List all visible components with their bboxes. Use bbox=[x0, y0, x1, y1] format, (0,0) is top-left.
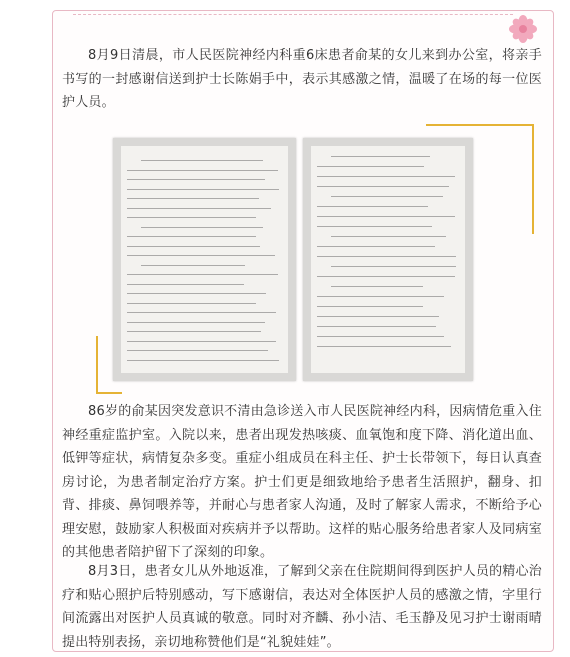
gold-accent-top bbox=[426, 124, 534, 126]
handwritten-letter-page-1-icon bbox=[121, 146, 288, 373]
handwriting-stroke bbox=[331, 266, 456, 267]
closing-paragraph bbox=[62, 560, 542, 654]
handwriting-stroke bbox=[127, 331, 261, 332]
handwriting-stroke bbox=[317, 206, 428, 207]
gold-accent-bottom bbox=[96, 392, 122, 394]
top-dashed-border bbox=[73, 14, 513, 15]
handwriting-stroke bbox=[317, 306, 423, 307]
handwriting-stroke bbox=[127, 322, 265, 323]
intro-paragraph bbox=[62, 44, 542, 115]
handwriting-stroke bbox=[127, 350, 268, 351]
handwriting-stroke bbox=[331, 236, 446, 237]
handwriting-stroke bbox=[317, 186, 449, 187]
handwriting-stroke bbox=[331, 196, 443, 197]
handwritten-letter-page-2-icon bbox=[311, 146, 465, 373]
handwriting-stroke bbox=[127, 303, 256, 304]
handwriting-stroke bbox=[317, 336, 444, 337]
letter-photo-right bbox=[303, 138, 473, 381]
handwriting-stroke bbox=[317, 226, 432, 227]
handwriting-stroke bbox=[331, 156, 430, 157]
handwriting-stroke bbox=[317, 256, 456, 257]
handwriting-stroke bbox=[127, 208, 271, 209]
body-paragraph bbox=[62, 400, 542, 565]
handwriting-stroke bbox=[317, 246, 435, 247]
handwriting-stroke bbox=[127, 179, 265, 180]
handwriting-stroke bbox=[317, 276, 455, 277]
handwriting-stroke bbox=[127, 217, 256, 218]
handwriting-stroke bbox=[141, 160, 263, 161]
paragraph-3-text: 8月3日，患者女儿从外地返准，了解到父亲在住院期间得到医护人员的精心治疗和贴心照护后特别感动，写下感谢信，表达对全体医护人员的感激之情，字里行间流露出对医护人员真诚的敬意。同时对齐麟、孙小洁、毛玉静及见习护士谢雨晴提出特别表扬，亲切地称赞他们是“礼貌娃娃”。 bbox=[62, 564, 542, 650]
handwriting-stroke bbox=[127, 312, 276, 313]
handwriting-stroke bbox=[127, 170, 278, 171]
flower-decoration-icon bbox=[508, 14, 538, 44]
handwriting-stroke bbox=[127, 189, 279, 190]
handwriting-stroke bbox=[127, 274, 278, 275]
handwriting-stroke bbox=[141, 227, 263, 228]
handwriting-stroke bbox=[317, 346, 451, 347]
handwriting-stroke bbox=[317, 176, 455, 177]
paragraph-2-text: 86岁的俞某因突发意识不清由急诊送入市人民医院神经内科，因病情危重入住神经重症监护室。入院以来，患者出现发热咳痰、血氧饱和度下降、消化道出血、低钾等症状，病情复杂多变。重症小组成员在科主任、护士长带领下，每日认真查房讨论，为患者制定治疗方案。护士们更是细致地给予患者生活照护，翻身、扣背、排痰、鼻饲喂养等，并耐心与患者家人沟通，及时了解家人需求，不断给予心理安慰，鼓励家人积极面对疾病并予以帮助。这样的贴心服务给患者家人及同病室的其他患者陪护留下了深刻的印象。 bbox=[62, 404, 542, 560]
handwriting-stroke bbox=[317, 326, 436, 327]
letter-photo-left bbox=[113, 138, 296, 381]
paragraph-1-text: 8月9日清晨，市人民医院神经内科重6床患者俞某的女儿来到办公室，将亲手书写的一封感谢信送到护士长陈娟手中，表示其感激之情，温暖了在场的每一位医护人员。 bbox=[62, 48, 542, 110]
handwriting-stroke bbox=[141, 265, 245, 266]
handwriting-stroke bbox=[317, 316, 439, 317]
handwriting-stroke bbox=[127, 246, 260, 247]
handwriting-stroke bbox=[317, 166, 424, 167]
handwriting-stroke bbox=[127, 293, 266, 294]
gold-accent-left bbox=[96, 336, 98, 394]
handwriting-stroke bbox=[127, 236, 256, 237]
handwriting-stroke bbox=[317, 216, 455, 217]
handwriting-stroke bbox=[127, 341, 276, 342]
handwriting-stroke bbox=[317, 296, 444, 297]
handwriting-stroke bbox=[127, 360, 279, 361]
gold-accent-right bbox=[532, 124, 534, 234]
handwriting-stroke bbox=[127, 255, 275, 256]
handwriting-stroke bbox=[127, 198, 259, 199]
handwriting-stroke bbox=[127, 284, 244, 285]
handwriting-stroke bbox=[331, 286, 423, 287]
